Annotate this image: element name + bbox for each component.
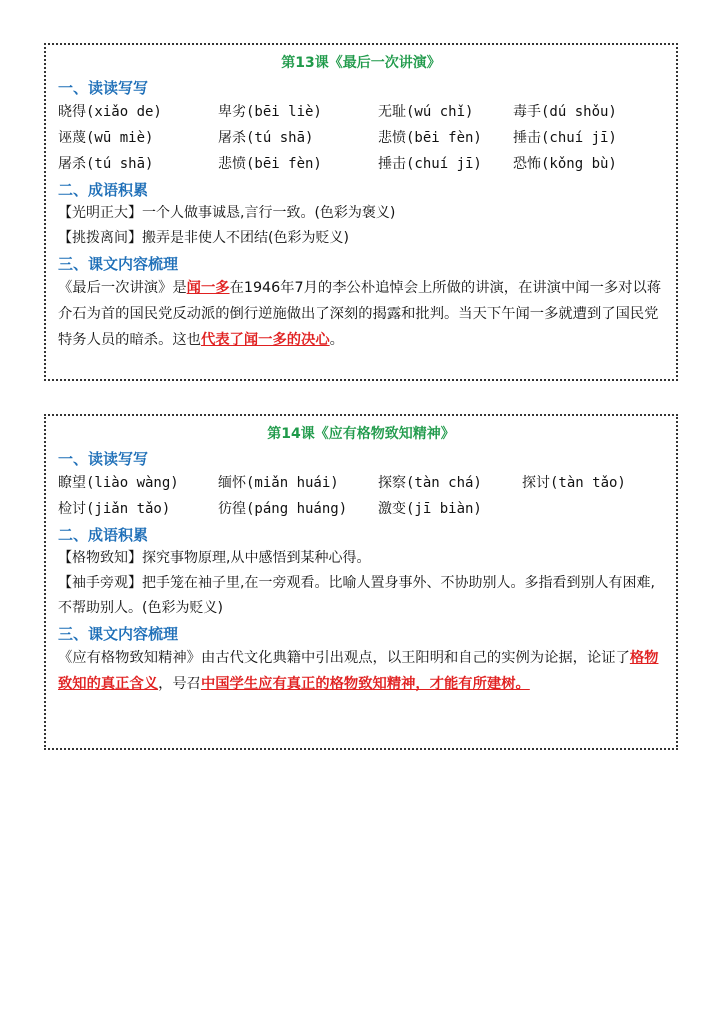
vocab-item: 恐怖(kǒng bù) [513, 156, 617, 172]
summary-text: 。 [329, 332, 344, 348]
vocab-item: 激变(jī biàn) [378, 501, 482, 517]
vocab-item: 屠杀(tú shā) [58, 156, 154, 172]
section-heading-idioms: 二、成语积累 [58, 181, 149, 199]
idiom-entry: 【袖手旁观】把手笼在袖子里,在一旁观看。比喻人置身事外、不协助别人。多指看到别人有困难,不帮助别人。(色彩为贬义) [58, 575, 655, 616]
vocab-item: 捶击(chuí jī) [378, 156, 482, 172]
summary-text: 《应有格物致知精神》由古代文化典籍中引出观点，以王阳明和自己的实例为论据，论证了 [58, 650, 630, 666]
vocab-item: 缅怀(miǎn huái) [218, 475, 339, 491]
summary-highlight: 闻一多 [186, 280, 230, 296]
vocab-item: 屠杀(tú shā) [218, 130, 314, 146]
vocab-item: 悲愤(bēi fèn) [378, 130, 482, 146]
idiom-entry: 【光明正大】一个人做事诚恳,言行一致。(色彩为褒义) [58, 205, 396, 221]
summary-highlight: 格物致知的真正含义 [58, 650, 659, 692]
lesson-title: 第14课《应有格物致知精神》 [267, 426, 455, 442]
section-heading-idioms: 二、成语积累 [58, 526, 149, 544]
section-heading-summary: 三、课文内容梳理 [58, 625, 179, 643]
vocab-item: 诬蔑(wū miè) [58, 130, 154, 146]
summary-paragraph [58, 645, 664, 697]
vocab-grid [58, 470, 664, 522]
section-heading-vocab: 一、读读写写 [58, 79, 149, 97]
vocab-item: 无耻(wú chǐ) [378, 104, 474, 120]
vocab-item: 彷徨(páng huáng) [218, 501, 348, 517]
summary-text: 《最后一次讲演》是 [58, 280, 187, 296]
idiom-entry: 【挑拨离间】搬弄是非使人不团结(色彩为贬义) [58, 230, 349, 246]
vocab-item: 瞭望(liào wàng) [58, 475, 179, 491]
section-heading-vocab: 一、读读写写 [58, 450, 149, 468]
vocab-item: 探察(tàn chá) [378, 475, 482, 491]
section-heading-summary: 三、课文内容梳理 [58, 255, 179, 273]
vocab-item: 卑劣(bēi liè) [218, 104, 322, 120]
lesson-title: 第13课《最后一次讲演》 [281, 55, 441, 71]
lesson-14-card [44, 414, 678, 750]
summary-highlight: 中国学生应有真正的格物致知精神，才能有所建树。 [200, 676, 530, 692]
lesson-13-card [44, 43, 678, 381]
summary-paragraph [58, 275, 664, 353]
summary-text: ，号召 [158, 676, 201, 692]
vocab-item: 探讨(tàn tǎo) [522, 475, 626, 491]
vocab-item: 悲愤(bēi fèn) [218, 156, 322, 172]
vocab-grid [58, 99, 664, 177]
vocab-item: 晓得(xiǎo de) [58, 104, 162, 120]
vocab-item: 捶击(chuí jī) [513, 130, 617, 146]
summary-text: 在1946年7月的李公朴追悼会上所做的讲演，在讲演中闻一多对以蒋介石为首的国民党反动派的倒行逆施做出了深刻的揭露和批判。当天下午闻一多就遭到了国民党特务人员的暗杀。这也 [58, 280, 662, 348]
vocab-item: 毒手(dú shǒu) [513, 104, 617, 120]
summary-highlight: 代表了闻一多的决心 [200, 332, 330, 348]
idiom-entry: 【格物致知】探究事物原理,从中感悟到某种心得。 [58, 550, 371, 566]
vocab-item: 检讨(jiǎn tǎo) [58, 501, 171, 517]
